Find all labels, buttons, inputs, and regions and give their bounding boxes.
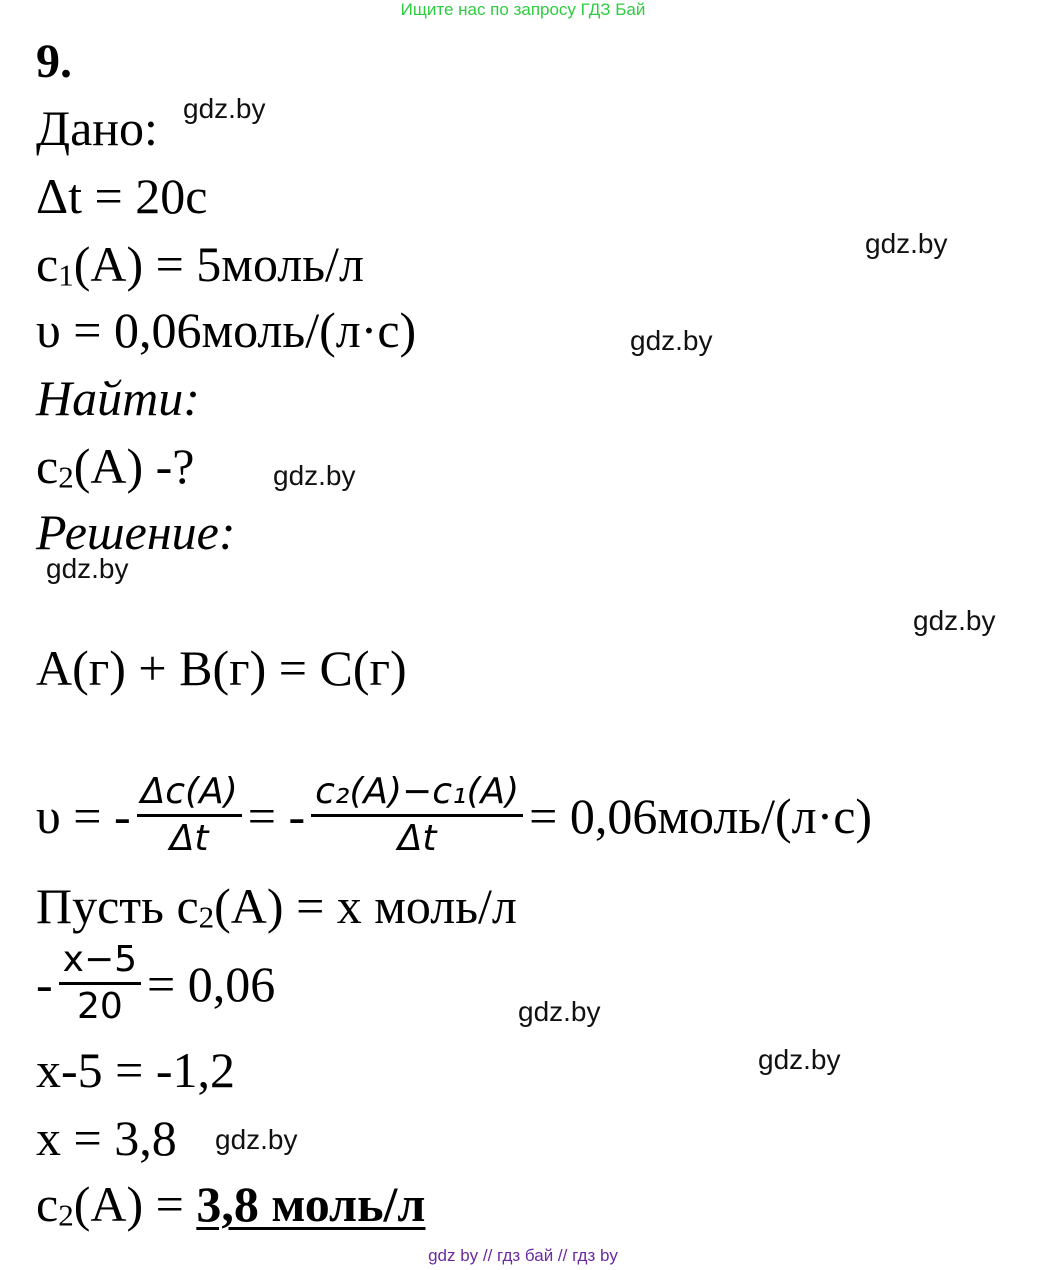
watermark: gdz.by [913,605,996,636]
equation-1-lhs: - [36,955,53,1012]
answer-line [36,1176,426,1244]
equation-3: x = 3,8 [36,1110,177,1166]
rate-rhs: = 0,06моль/(л·с) [529,787,873,844]
let-statement [36,878,517,946]
given-c1 [36,236,364,304]
answer-value: 3,8 моль/л [196,1176,426,1232]
fraction-dc-over-dt [137,770,242,861]
watermark: gdz.by [630,325,713,356]
let-rest: (A) = x моль/л [214,878,517,934]
rate-mid: = - [247,787,306,844]
given-delta-t: Δt = 20с [36,168,208,224]
fraction-numerator: c₂(A)−c₁(A) [311,770,523,817]
task-number: 9. [36,35,72,88]
given-label: Дано: [36,100,158,156]
find-c2-prefix: c [36,438,59,494]
find-label: Найти: [36,370,200,426]
solution-label: Решение: [36,504,236,560]
fraction-x-minus-5-over-20 [59,938,141,1029]
given-rate: υ = 0,06моль/(л·с) [36,302,417,358]
fraction-numerator: x−5 [59,938,141,985]
footer: gdz by // гдз бай // гдз by [428,1246,618,1265]
find-c2 [36,438,194,506]
given-c1-subscript: 1 [58,257,74,293]
given-c1-prefix: c [36,236,59,292]
answer-subscript: 2 [58,1197,74,1233]
watermark: gdz.by [758,1044,841,1075]
watermark: gdz.by [183,93,266,124]
equation-2: x-5 = -1,2 [36,1042,235,1098]
fraction-denominator: 20 [76,986,123,1027]
fraction-numerator: Δc(A) [137,770,242,817]
fraction-denominator: Δt [169,818,209,859]
top-banner: Ищите нас по запросу ГДЗ Бай [400,0,646,19]
watermark: gdz.by [518,996,601,1027]
watermark: gdz.by [273,460,356,491]
fraction-c2-minus-c1-over-dt [311,770,523,861]
rate-equation [36,770,872,861]
watermark: gdz.by [215,1124,298,1155]
equation-1-rhs: = 0,06 [147,955,276,1012]
find-c2-rest: (A) -? [73,438,195,494]
watermark: gdz.by [865,228,948,259]
answer-rest: (A) = [73,1176,197,1232]
answer-prefix: c [36,1176,59,1232]
equation-1 [36,938,275,1029]
watermark: gdz.by [46,553,129,584]
fraction-denominator: Δt [397,818,437,859]
rate-lhs: υ = - [36,787,131,844]
reaction-equation: A(г) + B(г) = C(г) [36,640,407,696]
let-prefix: Пусть c [36,878,199,934]
find-c2-subscript: 2 [58,459,74,495]
given-c1-rest: (A) = 5моль/л [73,236,364,292]
let-subscript: 2 [198,899,215,935]
